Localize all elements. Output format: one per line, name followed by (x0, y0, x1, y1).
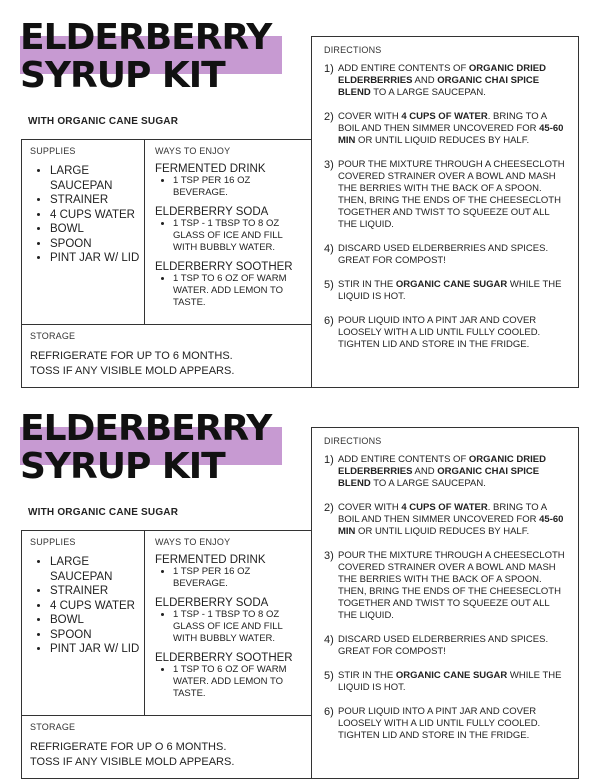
supply-item: • BOWL (50, 222, 144, 237)
step-text-segment: COVER WITH (338, 111, 402, 122)
step-number: 5) (324, 670, 334, 682)
storage-line-1: REFRIGERATE FOR UP TO 6 MONTHS. (30, 350, 233, 362)
supplies-box (21, 139, 145, 325)
supplies-box (21, 530, 145, 716)
step-bold-text: ORGANIC CANE SUGAR (395, 279, 508, 290)
supplies-label: SUPPLIES (30, 537, 76, 547)
directions-label: DIRECTIONS (324, 436, 382, 446)
step-text-segment: STIR IN THE (338, 279, 396, 290)
step-number: 3) (324, 550, 334, 562)
direction-step (324, 159, 568, 231)
storage-label: STORAGE (30, 331, 76, 341)
supplies-label: SUPPLIES (30, 146, 76, 156)
supply-item: • SPOON (50, 237, 144, 252)
title-block (20, 409, 300, 499)
step-text-segment: WHILE THE LIQUID IS HOT. (338, 279, 562, 302)
step-number: 2) (324, 111, 334, 123)
step-text (338, 315, 568, 351)
recipe-card (0, 18, 600, 388)
ways-to-enjoy-box (144, 139, 312, 325)
step-text-segment: POUR THE MIXTURE THROUGH A CHEESECLOTH COVERED STRAINER OVER A BOWL AND MASH THE BERRIES WITH THE BACK OF A SPOON. THEN, BRING THE ENDS OF THE CHEESECLOTH TOGETHER AND TWIST TO SQUEEZE OUT ALL THE LIQUID. (338, 550, 565, 621)
step-number: 6) (324, 315, 334, 327)
step-text-segment: AND (412, 75, 438, 86)
step-text-segment: . BRING TO A BOIL AND THEN SIMMER UNCOVERED FOR (338, 502, 547, 525)
step-text-segment: TO A LARGE SAUCEPAN. (370, 87, 486, 98)
supply-item: • LARGE SAUCEPAN (50, 555, 144, 584)
step-text (338, 63, 568, 99)
subtitle: WITH ORGANIC CANE SUGAR (28, 507, 179, 518)
step-bold-text: 45-60 MIN (338, 123, 564, 146)
step-text-segment: WHILE THE LIQUID IS HOT. (338, 670, 562, 693)
way-title: ELDERBERRY SOOTHER (155, 652, 293, 664)
supplies-list (30, 164, 144, 266)
title-block (20, 18, 300, 108)
step-bold-text: ORGANIC CHAI SPICE BLEND (338, 75, 540, 98)
recipe-card (0, 409, 600, 779)
directions-label: DIRECTIONS (324, 45, 382, 55)
supply-item: • PINT JAR W/ LID (50, 642, 144, 657)
step-text-segment: DISCARD USED ELDERBERRIES AND SPICES. GREAT FOR COMPOST! (338, 243, 549, 266)
way-text: • 1 TSP PER 16 OZ BEVERAGE. (173, 566, 303, 590)
step-text (338, 111, 568, 147)
step-text-segment: POUR LIQUID INTO A PINT JAR AND COVER LOOSELY WITH A LID UNTIL FULLY COOLED. TIGHTEN LID AND STORE IN THE FRIDGE. (338, 315, 541, 350)
way-text: • 1 TSP - 1 TBSP TO 8 OZ GLASS OF ICE AND FILL WITH BUBBLY WATER. (173, 609, 303, 645)
directions-box (311, 36, 579, 388)
step-text (338, 670, 568, 694)
supply-item: • LARGE SAUCEPAN (50, 164, 144, 193)
step-number: 4) (324, 243, 334, 255)
way-title: ELDERBERRY SODA (155, 206, 269, 218)
title-line-1: ELDERBERRY (20, 408, 272, 449)
supply-item: • BOWL (50, 613, 144, 628)
step-text-segment: COVER WITH (338, 502, 402, 513)
supply-item: • 4 CUPS WATER (50, 599, 144, 614)
supplies-list (30, 555, 144, 657)
way-title: ELDERBERRY SODA (155, 597, 269, 609)
storage-text (30, 740, 311, 770)
storage-box (21, 324, 312, 388)
step-text-segment: AND (412, 466, 438, 477)
step-text-segment: ADD ENTIRE CONTENTS OF (338, 454, 469, 465)
storage-line-2: TOSS IF ANY VISIBLE MOLD APPEARS. (30, 756, 235, 768)
step-bold-text: 45-60 MIN (338, 514, 564, 537)
step-text-segment: POUR THE MIXTURE THROUGH A CHEESECLOTH COVERED STRAINER OVER A BOWL AND MASH THE BERRIES WITH THE BACK OF A SPOON. THEN, BRING THE ENDS OF THE CHEESECLOTH TOGETHER AND TWIST TO SQUEEZE OUT ALL THE LIQUID. (338, 159, 565, 230)
ways-label: WAYS TO ENJOY (155, 537, 231, 547)
step-bold-text: ORGANIC CHAI SPICE BLEND (338, 466, 540, 489)
step-text (338, 502, 568, 538)
step-text (338, 243, 568, 267)
title-line-2: SYRUP KIT (20, 55, 225, 96)
storage-line-2: TOSS IF ANY VISIBLE MOLD APPEARS. (30, 365, 235, 377)
step-text (338, 159, 568, 231)
direction-step (324, 63, 568, 99)
step-number: 2) (324, 502, 334, 514)
step-text-segment: ADD ENTIRE CONTENTS OF (338, 63, 469, 74)
step-bold-text: 4 CUPS OF WATER (401, 111, 488, 122)
step-text-segment: POUR LIQUID INTO A PINT JAR AND COVER LOOSELY WITH A LID UNTIL FULLY COOLED. TIGHTEN LID AND STORE IN THE FRIDGE. (338, 706, 541, 741)
step-text-segment: OR UNTIL LIQUID REDUCES BY HALF. (355, 135, 530, 146)
way-list (155, 664, 303, 700)
step-bold-text: ORGANIC DRIED ELDERBERRIES (338, 454, 546, 477)
directions-box (311, 427, 579, 779)
step-number: 1) (324, 454, 334, 466)
way-text: • 1 TSP TO 6 OZ OF WARM WATER. ADD LEMON TO TASTE. (173, 273, 303, 309)
ways-to-enjoy-box (144, 530, 312, 716)
direction-step (324, 243, 568, 267)
step-bold-text: ORGANIC DRIED ELDERBERRIES (338, 63, 546, 86)
direction-step (324, 111, 568, 147)
way-title: ELDERBERRY SOOTHER (155, 261, 293, 273)
storage-label: STORAGE (30, 722, 76, 732)
step-number: 3) (324, 159, 334, 171)
supply-item: • 4 CUPS WATER (50, 208, 144, 223)
step-text (338, 454, 568, 490)
step-text (338, 550, 568, 622)
way-title: FERMENTED DRINK (155, 554, 266, 566)
title-line-2: SYRUP KIT (20, 446, 225, 487)
way-list (155, 273, 303, 309)
step-text-segment: DISCARD USED ELDERBERRIES AND SPICES. GREAT FOR COMPOST! (338, 634, 549, 657)
direction-step (324, 454, 568, 490)
title-line-1: ELDERBERRY (20, 17, 272, 58)
direction-step (324, 550, 568, 622)
way-text: • 1 TSP - 1 TBSP TO 8 OZ GLASS OF ICE AND FILL WITH BUBBLY WATER. (173, 218, 303, 254)
step-number: 5) (324, 279, 334, 291)
way-list (155, 566, 303, 590)
step-text-segment: . BRING TO A BOIL AND THEN SIMMER UNCOVERED FOR (338, 111, 547, 134)
step-text-segment: TO A LARGE SAUCEPAN. (370, 478, 486, 489)
way-text: • 1 TSP TO 6 OZ OF WARM WATER. ADD LEMON TO TASTE. (173, 664, 303, 700)
direction-step (324, 279, 568, 303)
step-text-segment: OR UNTIL LIQUID REDUCES BY HALF. (355, 526, 530, 537)
way-list (155, 175, 303, 199)
storage-box (21, 715, 312, 779)
supply-item: • STRAINER (50, 193, 144, 208)
storage-line-1: REFRIGERATE FOR UP O 6 MONTHS. (30, 741, 227, 753)
way-list (155, 218, 303, 254)
step-text (338, 706, 568, 742)
supply-item: • STRAINER (50, 584, 144, 599)
direction-step (324, 706, 568, 742)
way-list (155, 609, 303, 645)
step-number: 6) (324, 706, 334, 718)
way-title: FERMENTED DRINK (155, 163, 266, 175)
direction-step (324, 670, 568, 694)
supply-item: • SPOON (50, 628, 144, 643)
step-text (338, 634, 568, 658)
direction-step (324, 502, 568, 538)
step-bold-text: ORGANIC CANE SUGAR (395, 670, 508, 681)
supply-item: • PINT JAR W/ LID (50, 251, 144, 266)
step-number: 1) (324, 63, 334, 75)
step-number: 4) (324, 634, 334, 646)
way-text: • 1 TSP PER 16 OZ BEVERAGE. (173, 175, 303, 199)
direction-step (324, 634, 568, 658)
step-bold-text: 4 CUPS OF WATER (401, 502, 488, 513)
ways-label: WAYS TO ENJOY (155, 146, 231, 156)
step-text (338, 279, 568, 303)
subtitle: WITH ORGANIC CANE SUGAR (28, 116, 179, 127)
step-text-segment: STIR IN THE (338, 670, 396, 681)
direction-step (324, 315, 568, 351)
storage-text (30, 349, 311, 379)
